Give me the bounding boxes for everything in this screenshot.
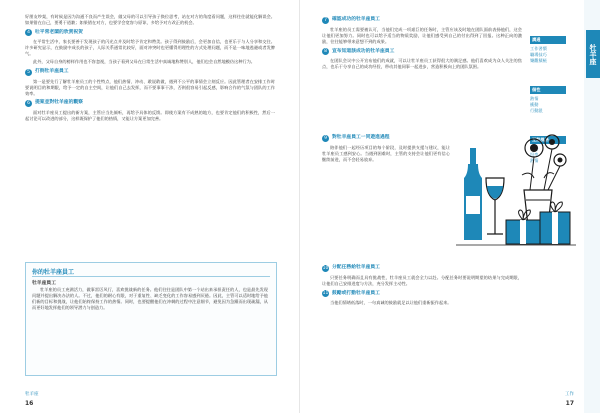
- section-5-para-1: 第一是要先行了解牡羊座员工的个性特点，他们热情、冲动、敢说敢做，遇到不公平的事情会立刻反应。因此管理者在安排工作时要说明目的和期限，给予一定的自主空间，让他们自己去发挥，而不要事事干涉，否则很容易引起反感，影响合作的气氛与团队的工作效率。: [25, 78, 275, 96]
- section-11-header: [322, 290, 522, 297]
- sidebar-box: [25, 262, 277, 376]
- chapter-tab: 牡羊座: [586, 30, 600, 78]
- section-title: 宣布知道該成功的牡羊座員工: [332, 48, 395, 54]
- section-title: 吐平常老闆的欣赏祝贺: [35, 29, 83, 35]
- section-title: 對牡羊座員工一同遊進過程: [332, 135, 390, 141]
- section-4-para-2: 此外，父母自身的榜样作用也不容忽视，当孩子看到父母在日常生活中真诚地称赞别人，他们也会自然地模仿这种行为。: [33, 59, 255, 65]
- side-box-item: 工作習慣: [530, 46, 547, 51]
- section-number: 4: [25, 29, 32, 36]
- section-number: 6: [25, 100, 32, 107]
- section-6-header: [25, 100, 275, 107]
- section-title: 打倒牡羊座員工: [35, 69, 69, 75]
- side-box-head: 個性: [530, 86, 566, 94]
- section-7-header: [322, 17, 522, 24]
- right-column-bottom: [322, 262, 522, 308]
- left-page-number: 16: [25, 400, 34, 407]
- right-column-top: [322, 14, 522, 72]
- right-running-footer: 工作: [565, 392, 574, 397]
- section-9-header: [322, 135, 450, 142]
- side-box-item: 坦率: [530, 152, 539, 157]
- side-box-item: 熱情: [530, 158, 539, 163]
- wine-glass-icon: [486, 178, 504, 234]
- section-number: 9: [322, 135, 329, 142]
- section-9-para: 陪伴他们一起经历项目的每个阶段，及时提供支援与建议，能让牡羊座员工感到安心。当遇到困难时，主管的支持会让他们更有信心继续前进，而不会轻易放弃。: [322, 145, 450, 163]
- flowers-icon: [522, 135, 566, 190]
- left-running-footer: 牡羊座: [25, 392, 39, 397]
- section-10-header: [322, 265, 522, 272]
- right-page-number: 17: [565, 400, 574, 407]
- side-box-head: 溝通: [530, 36, 566, 44]
- section-title: 分配任務給牡羊座員工: [332, 265, 380, 271]
- section-10-para: 只要任务明确而且具有挑战性，牡羊座员工就会全力以赴。分配任务时要说明期望的结果与完成期限，让他们自己安排进度与方法，充分发挥主动性。: [322, 275, 522, 287]
- right-page: [300, 0, 600, 413]
- box-text: [32, 287, 268, 311]
- box-paragraph: 牡羊座的员工充满活力，做事雷厉风行，喜欢挑战新的任务。他们往往是团队中第一个站出来承担责任的人，也是最先发现问题并提出解决办法的人。不过，他们的耐心有限，对于重复性、缺乏变化的工作容易感到厌倦。因此，主管可以适时地给予他们新的目标和挑战，让他们始终保持工作的热情。同时，也要提醒他们在冲刺的过程中注意细节，避免因为急躁而出现疏漏，从而更好地发挥他们的领导潜力与创造力。: [32, 287, 268, 311]
- section-title: 鼓勵或打動牡羊座員工: [332, 290, 380, 296]
- gift-box-icon: [506, 202, 570, 244]
- side-box-2: [530, 86, 566, 114]
- right-column-mid: [322, 132, 450, 165]
- section-number: 11: [322, 291, 329, 297]
- section-8-header: [322, 48, 522, 55]
- side-box-item: 樂觀積極: [530, 58, 547, 63]
- intro-paragraph: 好朋友吵架，有时候是因为沟通不良而产生误会，做父母的可以引导孩子换位思考，站在对方的角度看问题，这样往往就能化解误会。如果错在自己，要勇于道歉；如果错在对方，也要学会宽容与原谅，多给予对方改正的机会。: [25, 14, 275, 26]
- wine-bottle-icon: [464, 148, 482, 240]
- section-number: 8: [322, 48, 329, 55]
- side-box-item: 行動派: [530, 108, 543, 113]
- side-box-item: 熱情: [530, 96, 539, 101]
- side-box-item: 職場技巧: [530, 52, 547, 57]
- section-number: 7: [322, 17, 329, 24]
- section-7-para: 牡羊座的员工需要被认可，当他们完成一项艰巨的任务时，主管应该及时地在团队面前表扬他们，这会让他们更加努力。同时也可以给予适当的物质奖励，让他们感受到自己的付出得到了回报。这种正向的激励，往往能够带来意想不到的成果。: [322, 27, 522, 45]
- section-4-header: [25, 29, 275, 36]
- side-box-item: 衝動: [530, 102, 539, 107]
- section-11-para: 当他们情绪低落时，一句真诚的鼓励就足以让他们重新振作起来。: [330, 300, 452, 306]
- box-subtitle: 牡羊座員工: [32, 281, 56, 286]
- section-title: 提案並對牡羊座的觀察: [35, 100, 83, 106]
- section-6-para-1: 面对牡羊座员工提出的新方案，主管应当先倾听，再给予具体的反馈。即使方案有不成熟的地方，也要肯定他们的积极性，然后一起讨论可以改进的部分，这样既保护了他们的热情，又能让方案更加完善。: [25, 109, 275, 121]
- left-column: [25, 14, 275, 124]
- section-title: 確認成功的牡羊座員工: [332, 17, 380, 23]
- box-divider: [32, 276, 270, 277]
- box-title: 你的牡羊座員工: [32, 269, 75, 276]
- celebration-illustration: [456, 130, 576, 255]
- section-4-para-1: 在平常生活中，家长要善于发现孩子的闪光点并及时给予肯定和赞美。孩子得到鼓励后，会更加自信，也更乐于与人分享和交往。许多研究显示，在鼓励中成长的孩子，人际关系通常比较好，面对冲突时也更懂得用理性的方式处理问题，而不是一味地逃避或者发脾气。: [25, 39, 275, 57]
- section-5-header: [25, 69, 275, 76]
- side-box-1: [530, 36, 566, 64]
- section-number: 5: [25, 69, 32, 76]
- section-number: 10: [322, 266, 329, 271]
- section-8-para: 在团队会议中公开宣布他们的成就，可以让牡羊座员工获得很大的满足感。他们喜欢成为众人关注的焦点，也乐于分享自己的成功经验，带动其他同事一起进步，营造积极向上的团队氛围。: [322, 58, 522, 70]
- side-box-head: 互動風格: [530, 136, 566, 144]
